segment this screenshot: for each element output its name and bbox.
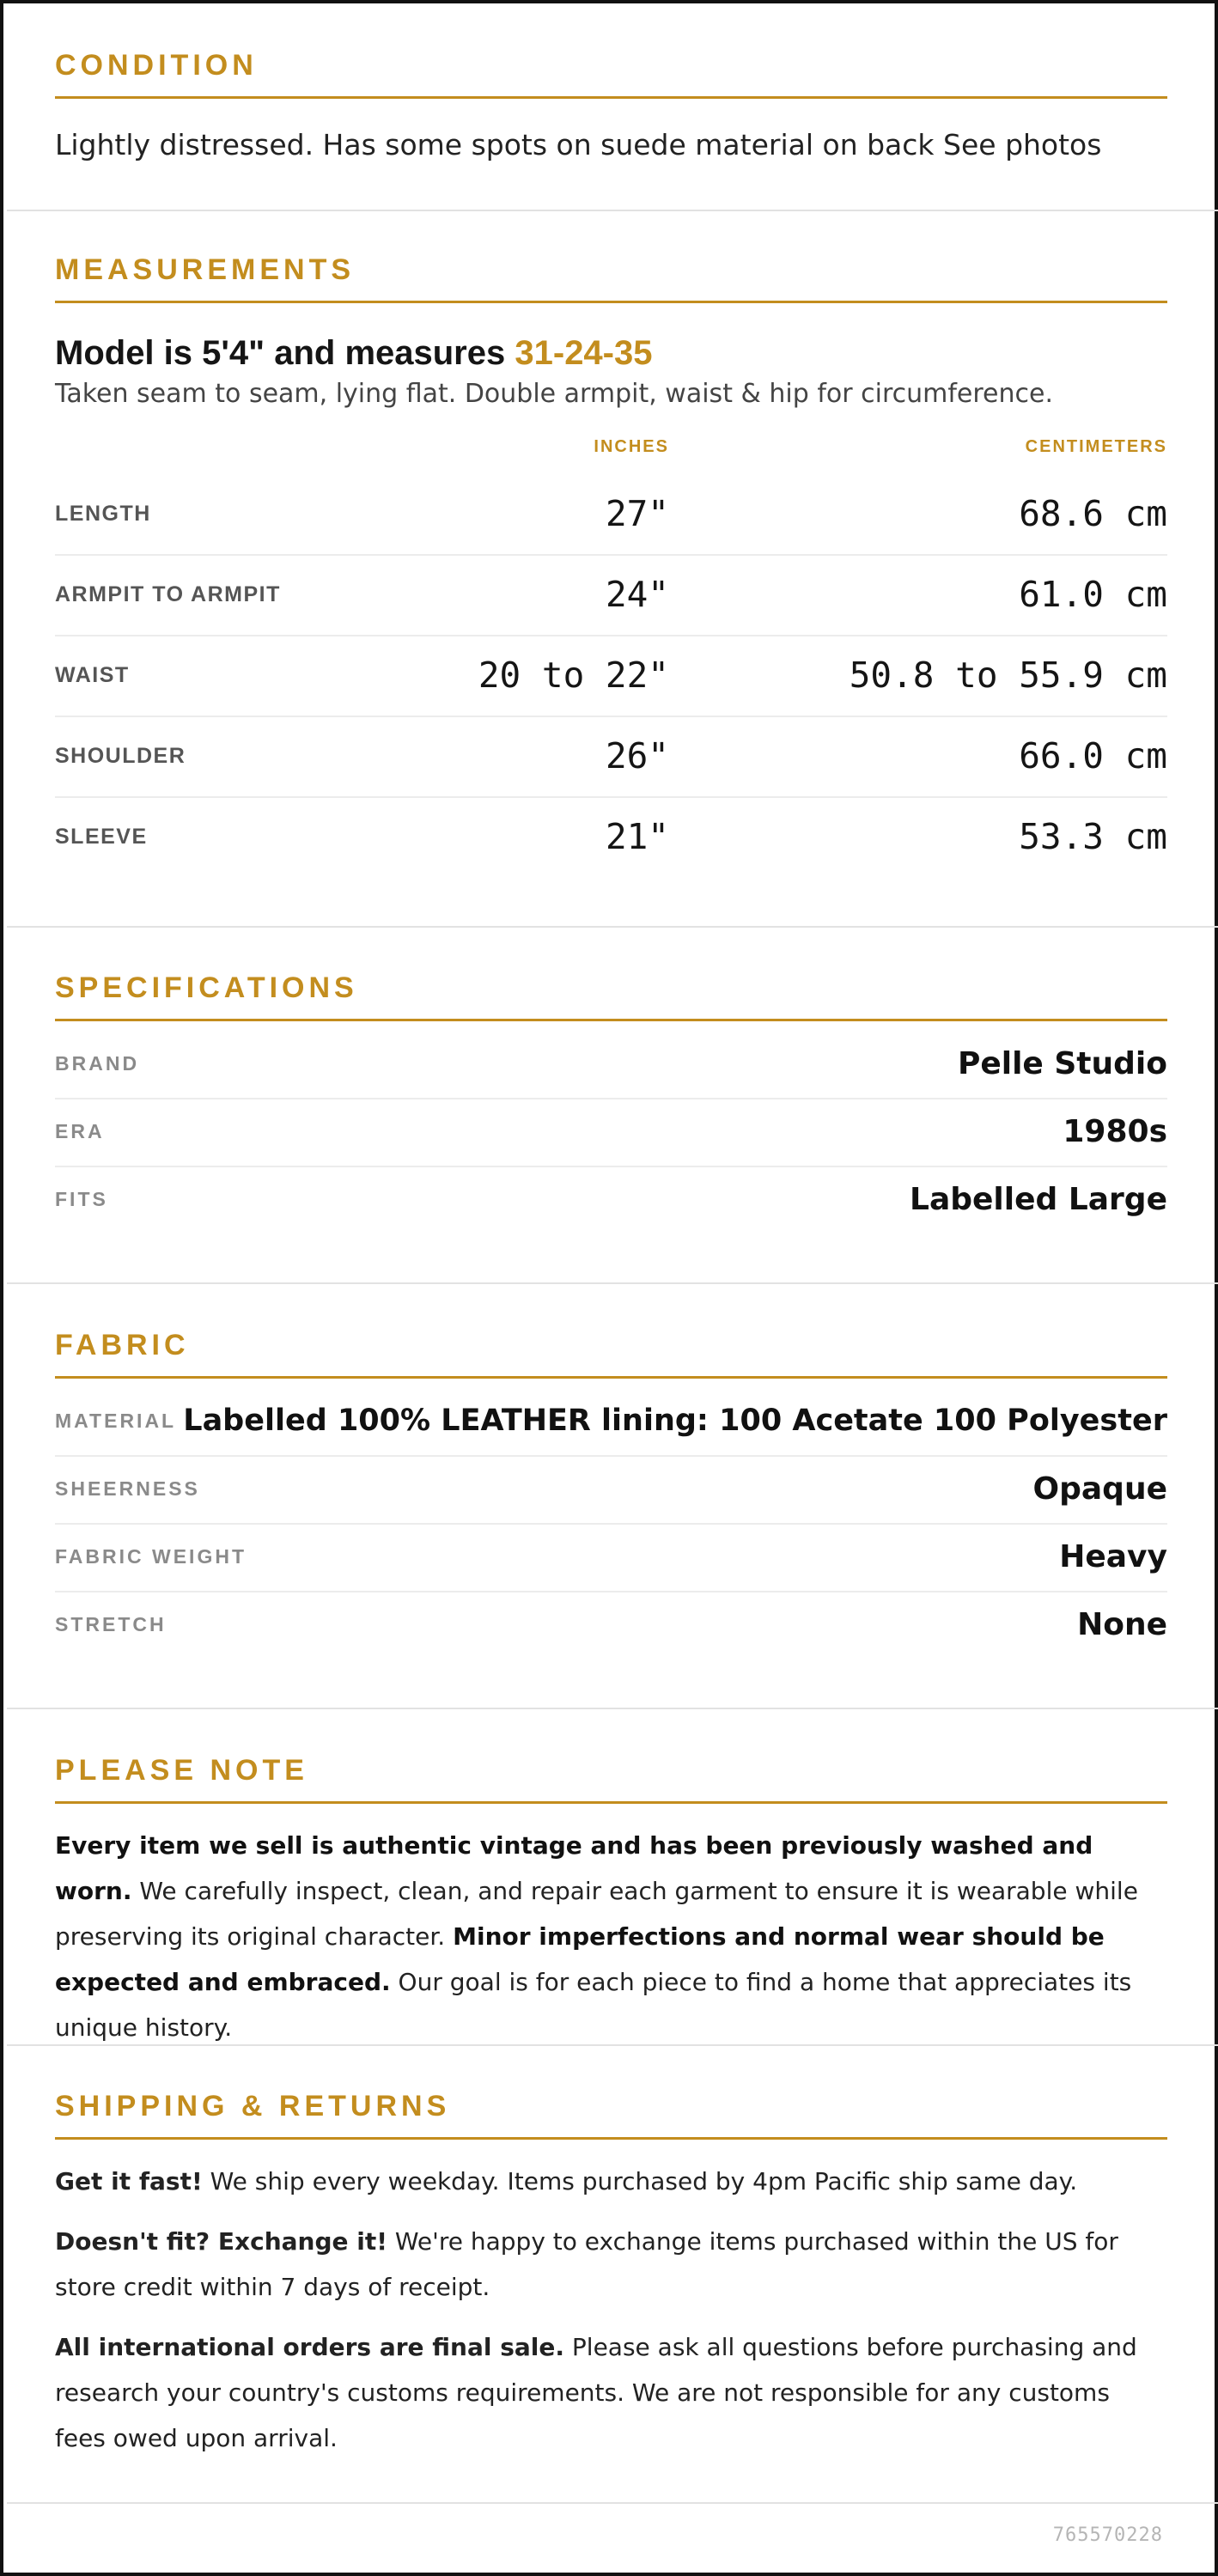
shipping-bold: Get it fast! [55, 2167, 203, 2195]
please-note-section [55, 1753, 1167, 2050]
note-text-2: Our goal is for each piece to find a home that appreciates its unique history. [55, 1968, 1132, 2042]
please-note-rule [55, 1801, 1167, 1804]
measurement-label: WAIST [55, 663, 130, 687]
exchange-paragraph [55, 2219, 1167, 2310]
specifications-heading: SPECIFICATIONS [55, 971, 358, 1004]
measurements-section [55, 253, 1167, 892]
shipping-paragraph [55, 2159, 1167, 2204]
exchange-text: We're happy to exchange items purchased within the US for store credit within 7 days of receipt. [55, 2227, 1118, 2301]
col-cm-header: CENTIMETERS [1025, 437, 1167, 456]
fabric-table [55, 1387, 1167, 1662]
col-inches-header: INCHES [594, 437, 669, 456]
section-divider [7, 2502, 1218, 2504]
spec-label: ERA [55, 1120, 105, 1142]
note-bold-2: Minor imperfections and normal wear should be expected and embraced. [55, 1922, 1105, 1996]
fabric-value: Heavy [1059, 1539, 1167, 1574]
measurement-label: SHOULDER [55, 744, 186, 768]
note-text-1: We carefully inspect, clean, and repair each garment to ensure it is wearable while preserving its original character. [55, 1877, 1138, 1951]
measurement-row [55, 716, 1167, 798]
fabric-rule [55, 1376, 1167, 1379]
measurement-cm: 50.8 to 55.9 cm [849, 655, 1167, 696]
measurement-row [55, 796, 1167, 877]
fabric-heading: FABRIC [55, 1329, 190, 1361]
model-measures: 31-24-35 [515, 334, 653, 372]
fabric-section [55, 1328, 1167, 1662]
model-info [55, 332, 1167, 374]
condition-heading: CONDITION [55, 49, 258, 82]
spec-row [55, 1030, 1167, 1099]
fabric-row [55, 1591, 1167, 1659]
specifications-rule [55, 1019, 1167, 1021]
spec-label: BRAND [55, 1052, 140, 1075]
please-note-text [55, 1823, 1167, 2050]
spec-value: 1980s [1063, 1114, 1167, 1149]
international-paragraph [55, 2324, 1167, 2461]
fabric-value: Labelled 100% LEATHER lining: 100 Acetate 100 Polyester [183, 1404, 1167, 1438]
spec-value: Pelle Studio [957, 1046, 1167, 1081]
section-divider [7, 926, 1218, 928]
shipping-text: We ship every weekday. Items purchased by 4pm Pacific ship same day. [202, 2167, 1078, 2195]
spec-row [55, 1166, 1167, 1233]
item-id: 765570228 [1052, 2524, 1163, 2546]
measurements-rule [55, 301, 1167, 303]
fabric-label: FABRIC WEIGHT [55, 1545, 247, 1568]
fabric-row [55, 1455, 1167, 1525]
measurements-note: Taken seam to seam, lying flat. Double armpit, waist & hip for circumference. [55, 379, 1054, 409]
fabric-row [55, 1523, 1167, 1592]
measurement-inches: 24" [605, 574, 669, 615]
section-divider [7, 2044, 1218, 2046]
measurement-inches: 26" [605, 735, 669, 776]
international-text: Please ask all questions before purchasing and research your country's customs requirements. We are not responsible for any customs fees owed upon arrival. [55, 2333, 1137, 2452]
measurement-row [55, 635, 1167, 717]
fabric-value: Opaque [1032, 1471, 1167, 1507]
measurements-heading: MEASUREMENTS [55, 253, 356, 286]
measurement-row [55, 554, 1167, 636]
measurement-cm: 68.6 cm [1019, 493, 1167, 534]
specifications-section [55, 971, 1167, 1236]
shipping-heading: SHIPPING & RETURNS [55, 2090, 451, 2122]
international-bold: All international orders are final sale. [55, 2333, 565, 2361]
shipping-body [55, 2159, 1167, 2461]
fabric-label: MATERIAL [55, 1410, 177, 1432]
measurement-cm: 61.0 cm [1019, 574, 1167, 615]
condition-rule [55, 96, 1167, 99]
measurement-inches: 20 to 22" [478, 655, 669, 696]
measurement-inches: 21" [605, 816, 669, 857]
note-bold-1: Every item we sell is authentic vintage and has been previously washed and worn. [55, 1831, 1093, 1905]
measurements-table [55, 411, 1167, 892]
exchange-bold: Doesn't fit? Exchange it! [55, 2227, 387, 2256]
measurement-row [55, 473, 1167, 556]
measurement-cm: 66.0 cm [1019, 735, 1167, 776]
spec-value: Labelled Large [910, 1182, 1167, 1217]
section-divider [7, 1708, 1218, 1709]
condition-text: Lightly distressed. Has some spots on suede material on back See photos [55, 128, 1102, 161]
fabric-label: SHEERNESS [55, 1477, 200, 1500]
measurement-inches: 27" [605, 493, 669, 534]
shipping-section [55, 2089, 1167, 2476]
fabric-value: None [1077, 1607, 1167, 1642]
condition-section [55, 48, 1167, 162]
specifications-table [55, 1030, 1167, 1236]
measurement-label: SLEEVE [55, 825, 148, 849]
measurement-label: LENGTH [55, 502, 151, 526]
fabric-row [55, 1387, 1167, 1457]
fabric-label: STRETCH [55, 1613, 167, 1635]
model-prefix: Model is 5'4" and measures [55, 334, 506, 372]
spec-label: FITS [55, 1188, 108, 1210]
measurement-label: ARMPIT TO ARMPIT [55, 582, 281, 606]
spec-row [55, 1098, 1167, 1167]
please-note-heading: PLEASE NOTE [55, 1754, 308, 1787]
section-divider [7, 210, 1218, 211]
measurement-cm: 53.3 cm [1019, 816, 1167, 857]
section-divider [7, 1282, 1218, 1284]
shipping-rule [55, 2137, 1167, 2140]
